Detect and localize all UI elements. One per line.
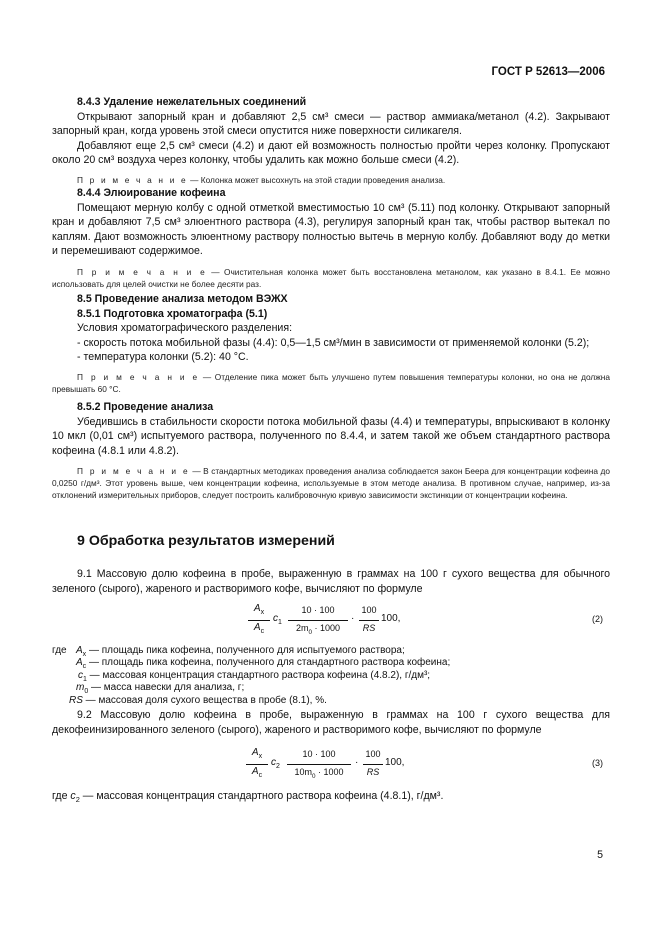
subsection-heading: 8.5.2 Проведение анализа <box>77 400 214 413</box>
chapter-heading: 9 Обработка результатов измерений <box>77 533 335 549</box>
definition-item: $m_0$ — масса навески для анализа, г; <box>76 682 245 696</box>
fraction-bar <box>363 764 383 765</box>
fraction-denominator: $A_c$ <box>253 622 265 635</box>
note-label: П р и м е ч а н и е <box>77 266 207 277</box>
paragraph: 9.1 Массовую долю кофеина в пробе, выраженную в граммах на 100 г сухого вещества для обычного зеленого (сырого), жареного и растворимого кофе, вычисляют по формуле <box>52 568 610 595</box>
coefficient: $c_1$ <box>273 613 282 626</box>
multiply-sign: · <box>355 757 359 768</box>
note-label: П р и м е ч а н и е <box>77 174 188 185</box>
where-label: где <box>52 645 67 656</box>
note-text: — Колонка может высохнуть на этой стадии проведения анализа. <box>187 174 446 185</box>
note <box>52 465 610 501</box>
fraction-bar <box>248 620 270 621</box>
section-9-1 <box>52 567 610 596</box>
multiply-sign: · <box>351 613 355 624</box>
section-heading: 8.4.4 Элюирование кофеина <box>77 187 226 199</box>
section-8-4-4 <box>52 186 610 290</box>
list-item: - скорость потока мобильной фазы (4.4): 0,5—1,5 см³/мин в зависимости от применяемой колонки (5.2); <box>77 336 590 349</box>
paragraph: Помещают мерную колбу с одной отметкой вместимостью 10 см³ (5.11) под колонку. Открывают запорный кран и добавляют 7,5 см³ элюентного раствора (4.3), регулируя запорный кран так, чтобы раствор вытекал по каплям. Дают возможность элюентному раствору полностью вытечь в мерную колбу. Добавляют воду до метки и перемешивают содержимое. <box>52 201 610 258</box>
fraction-numerator: 100 <box>365 749 381 759</box>
note-label: П р и м е ч а н и е <box>77 466 190 477</box>
subsection-heading: 8.5.1 Подготовка хроматографа (5.1) <box>77 307 268 320</box>
fraction-bar <box>359 620 379 621</box>
paragraph: Условия хроматографического разделения: <box>77 322 293 335</box>
section-heading: 8.5 Проведение анализа методом ВЭЖХ <box>77 293 288 305</box>
definition-item: RS — массовая доля сухого вещества в пробе (8.1), %. <box>69 694 327 706</box>
note-text: — В стандартных методиках проведения анализа соблюдается закон Беера для концентрации кофеина до 0,0250 г/дм³. Этот уровень выше, чем концентрации кофеина, используемые в этом методе анализа. В противном случае, например, из-за отклонений измерительных приборов, следует построить калибровочную кривую зависимости экстинкции от концентрации кофеина. <box>52 466 610 501</box>
fraction-denominator: $10m_0 \cdot 1000$ <box>294 767 344 780</box>
note <box>52 174 610 186</box>
fraction-denominator: RS <box>366 767 380 777</box>
definition-item: где $A_x$ — площадь пика кофеина, полученного для испытуемого раствора; <box>52 645 405 658</box>
formula-2 <box>0 600 661 640</box>
section-9-2 <box>52 708 610 737</box>
paragraph: Добавляют еще 2,5 см³ смеси (4.2) и дают ей возможность полностью пройти через колонку. Пропускают около 20 см³ воздуха через колонку, чтобы удалить как можно больше смеси (4.2). <box>52 139 610 167</box>
formula-tail: 100, <box>381 613 401 624</box>
fraction-bar <box>246 764 268 765</box>
fraction-denominator: $A_c$ <box>251 766 263 779</box>
doc-code-header: ГОСТ Р 52613—2006 <box>491 66 605 78</box>
equation-number: (2) <box>592 614 603 624</box>
note <box>52 266 610 290</box>
paragraph: 9.2 Массовую долю кофеина в пробе, выраженную в граммах на 100 г сухого вещества для декофеинизированного зеленого (сырого), жареного и растворимого кофе, вычисляют по формуле <box>52 709 610 736</box>
fraction-numerator: 100 <box>361 605 377 615</box>
paragraph: Убедившись в стабильности скорости потока мобильной фазы (4.4) и температуры, впрыскивают в колонку 10 мкл (0,01 см³) испытуемого раствора, полученного по 8.4.4, и затем такой же объем стандартного раствора кофеина (4.8.1 или 4.8.2). <box>52 415 610 457</box>
fraction-bar <box>287 764 351 765</box>
section-8-5 <box>52 292 610 501</box>
note <box>52 371 610 395</box>
note-text: — Отделение пика может быть улучшено путем повышения температуры колонки, но она не должна превышать 60 °С. <box>52 371 610 394</box>
page-number: 5 <box>597 849 603 861</box>
coefficient: $c_2$ <box>271 757 280 770</box>
definition-item: $c_1$ — массовая концентрация стандартного раствора кофеина (4.8.2), г/дм³; <box>78 669 431 683</box>
definitions-list <box>52 645 610 707</box>
list-item: - температура колонки (5.2): 40 °С. <box>77 351 249 364</box>
fraction-denominator: $2m_0 \cdot 1000$ <box>295 623 341 636</box>
note-label: П р и м е ч а н и е <box>77 371 200 382</box>
fraction-numerator: $A_x$ <box>253 603 265 616</box>
note-text: — Очистительная колонка может быть восстановлена метанолом, как указано в 8.4.1. Ее можно использовать для целей очистки не более десяти раз. <box>52 266 610 289</box>
final-definition: где $c_2$ — массовая концентрация стандартного раствора кофеина (4.8.1), г/дм³. <box>52 790 444 805</box>
section-9 <box>52 533 610 549</box>
fraction-numerator: 10 · 100 <box>302 749 336 759</box>
fraction-denominator: RS <box>362 623 376 633</box>
formula-3 <box>0 744 661 784</box>
fraction-numerator: 10 · 100 <box>301 605 335 615</box>
section-8-4-3 <box>52 95 610 186</box>
paragraph: Открывают запорный кран и добавляют 2,5 см³ смеси — раствор аммиака/метанол (4.2). Закрывают запорный кран, когда уровень этой смеси опустится ниже поверхности силикагеля. <box>52 110 610 138</box>
equation-number: (3) <box>592 758 603 768</box>
fraction-numerator: $A_x$ <box>251 747 263 760</box>
section-heading: 8.4.3 Удаление нежелательных соединений <box>77 96 307 108</box>
fraction-bar <box>288 620 348 621</box>
definition-item: $A_c$ — площадь пика кофеина, полученного для стандартного раствора кофеина; <box>76 657 451 671</box>
formula-tail: 100, <box>385 757 405 768</box>
